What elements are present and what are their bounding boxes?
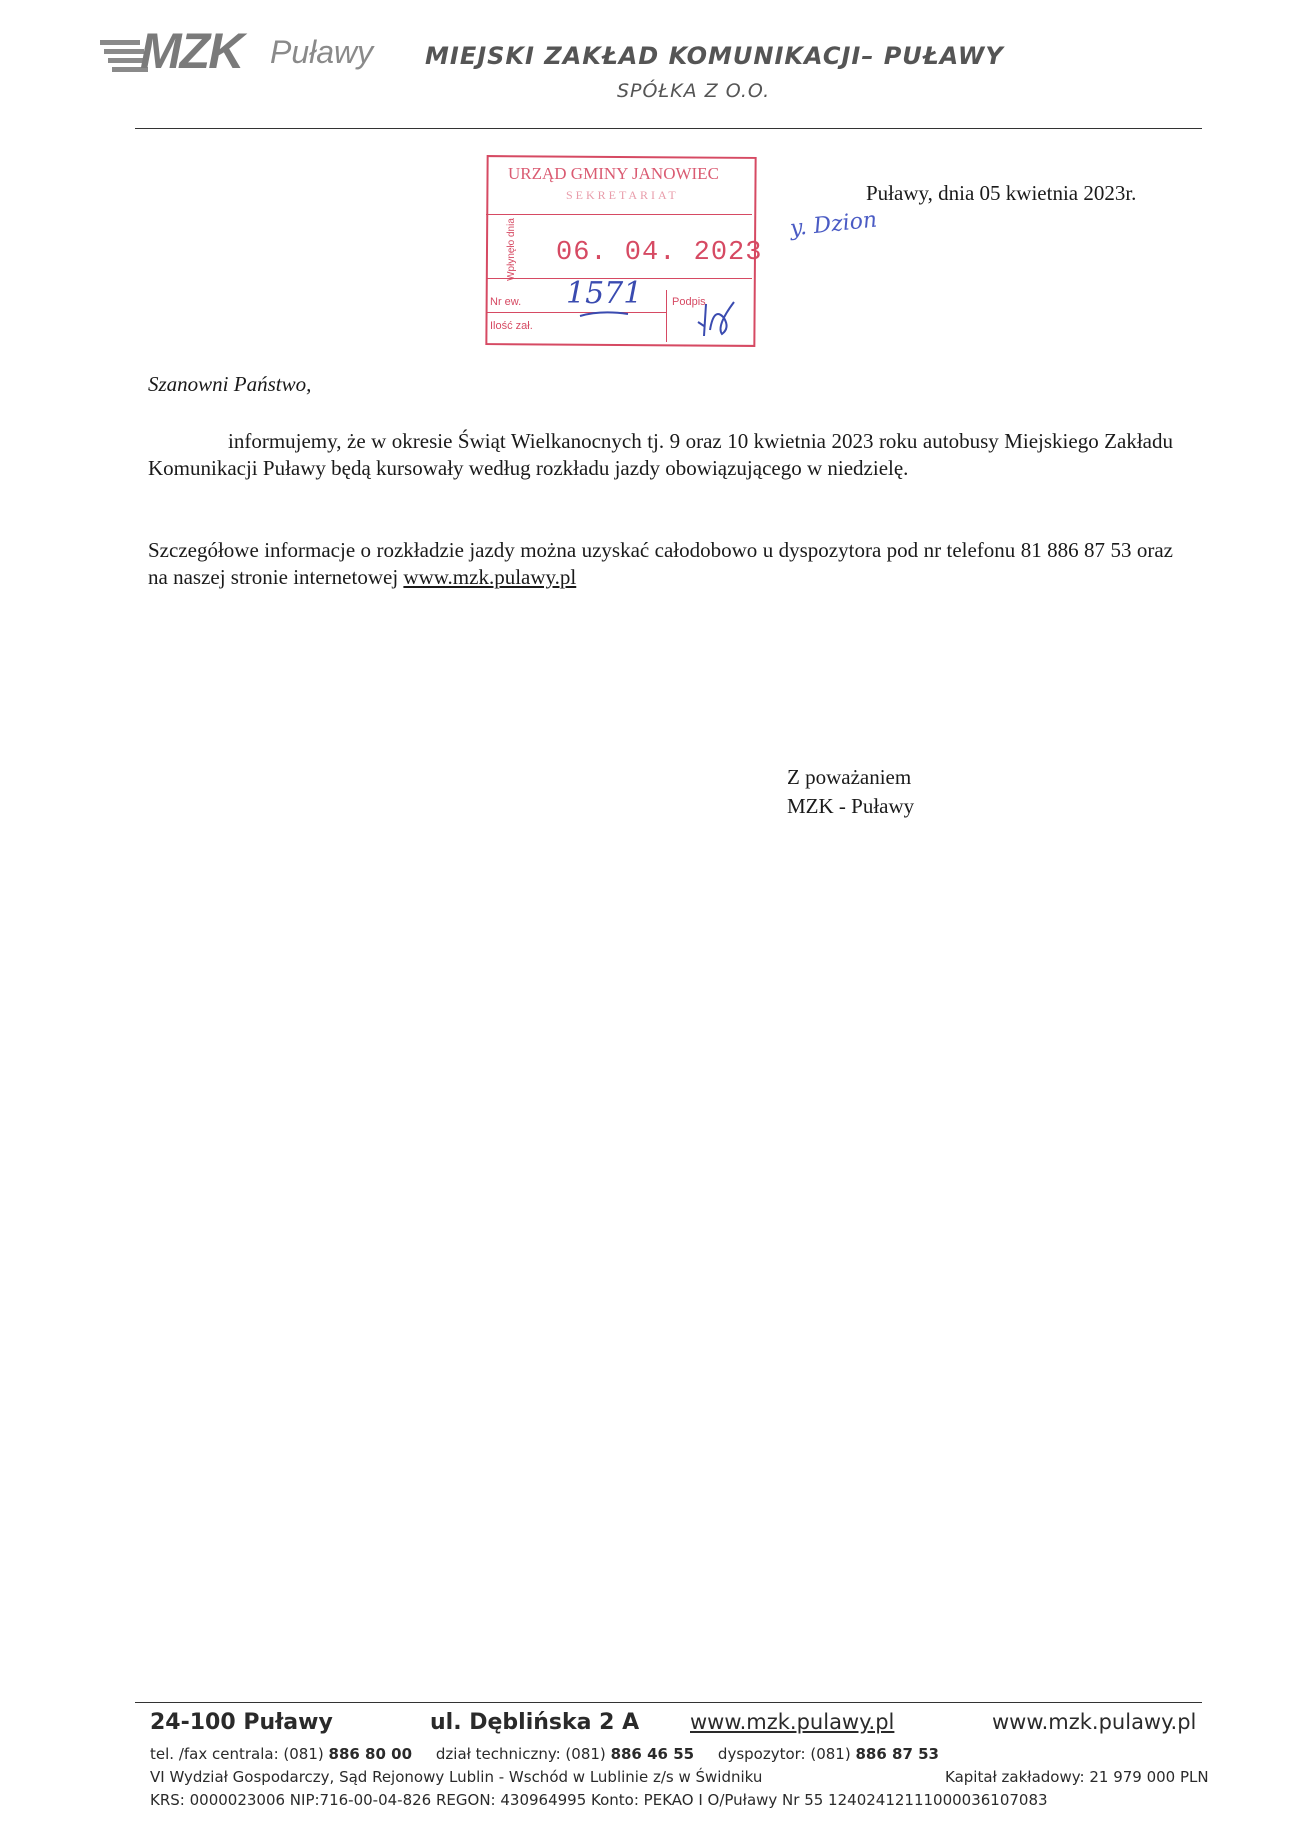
footer-phones: [150, 1745, 939, 1763]
stamp-nr-label: Nr ew.: [490, 296, 522, 308]
closing: [787, 763, 914, 821]
closing-line-1: Z poważaniem: [787, 765, 912, 789]
logo-city-text: Puławy: [270, 34, 374, 70]
stamp-date: 06. 04. 2023: [556, 238, 763, 268]
company-form: SPÓŁKA Z O.O.: [617, 80, 771, 102]
stamp-dash-mark: [576, 304, 636, 324]
paragraph-2-text: Szczegółowe informacje o rozkładzie jazdy można uzyskać całodobowo u dyspozytora pod nr telefonu 81 886 87 53 oraz na naszej stronie internetowej: [148, 538, 1173, 589]
greeting: Szanowni Państwo,: [148, 372, 312, 396]
paragraph-2: [148, 537, 1173, 591]
stamp-department: SEKRETARIAT: [566, 188, 679, 202]
footer-city: 24-100 Puławy: [150, 1710, 333, 1735]
paragraph-1: informujemy, że w okresie Świąt Wielkanocnych tj. 9 oraz 10 kwietnia 2023 roku autobusy Miejskiego Zakładu Komunikacji Puławy będą kursowały według rozkładu jazdy obowiązującego w niedzielę.: [148, 429, 1173, 480]
tel-value: 886 80 00: [328, 1745, 413, 1763]
footer-registry: KRS: 0000023006 NIP:716-00-04-826 REGON: 430964995 Konto: PEKAO I O/Puławy Nr 55 12402412111000036107083: [150, 1791, 1048, 1809]
tech-label: dział techniczny: (081): [435, 1745, 606, 1763]
footer-capital: Kapitał zakładowy: 21 979 000 PLN: [945, 1768, 1209, 1786]
stamp-received-label: Wpłynęło dnia: [505, 218, 517, 281]
stamp-signature-label: Podpis: [672, 296, 706, 308]
disp-value: 886 87 53: [855, 1745, 939, 1763]
footer-url-1[interactable]: www.mzk.pulawy.pl: [690, 1710, 895, 1734]
tel-label: tel. /fax centrala: (081): [150, 1745, 324, 1763]
stamp-divider: [486, 214, 752, 215]
registry-stamp: [486, 156, 763, 344]
disp-label: dyspozytor: (081): [717, 1745, 851, 1763]
signature-icon: [694, 296, 746, 342]
company-logo: [100, 20, 400, 80]
footer-divider: [135, 1702, 1202, 1703]
footer-court: VI Wydział Gospodarczy, Sąd Rejonowy Lublin - Wschód w Lublinie z/s w Świdniku: [150, 1768, 763, 1786]
footer-street: ul. Dęblińska 2 A: [430, 1710, 640, 1735]
website-link[interactable]: www.mzk.pulawy.pl: [403, 565, 577, 589]
place-and-date: Puławy, dnia 05 kwietnia 2023r.: [866, 181, 1137, 205]
stamp-count-label: Ilość zał.: [490, 320, 533, 332]
stamp-nr-value: 1571: [566, 276, 643, 311]
closing-line-2: MZK - Puławy: [787, 794, 915, 818]
header-divider: [135, 128, 1202, 129]
footer-url-2[interactable]: www.mzk.pulawy.pl: [992, 1710, 1197, 1734]
logo-mzk-text: MZK: [140, 23, 243, 79]
stamp-divider: [666, 290, 667, 342]
tech-value: 886 46 55: [610, 1745, 695, 1763]
stamp-office-name: URZĄD GMINY JANOWIEC: [508, 164, 719, 183]
handwritten-annotation: y. Dzion: [788, 207, 879, 242]
company-name: MIEJSKI ZAKŁAD KOMUNIKACJI– PUŁAWY: [425, 42, 1004, 70]
